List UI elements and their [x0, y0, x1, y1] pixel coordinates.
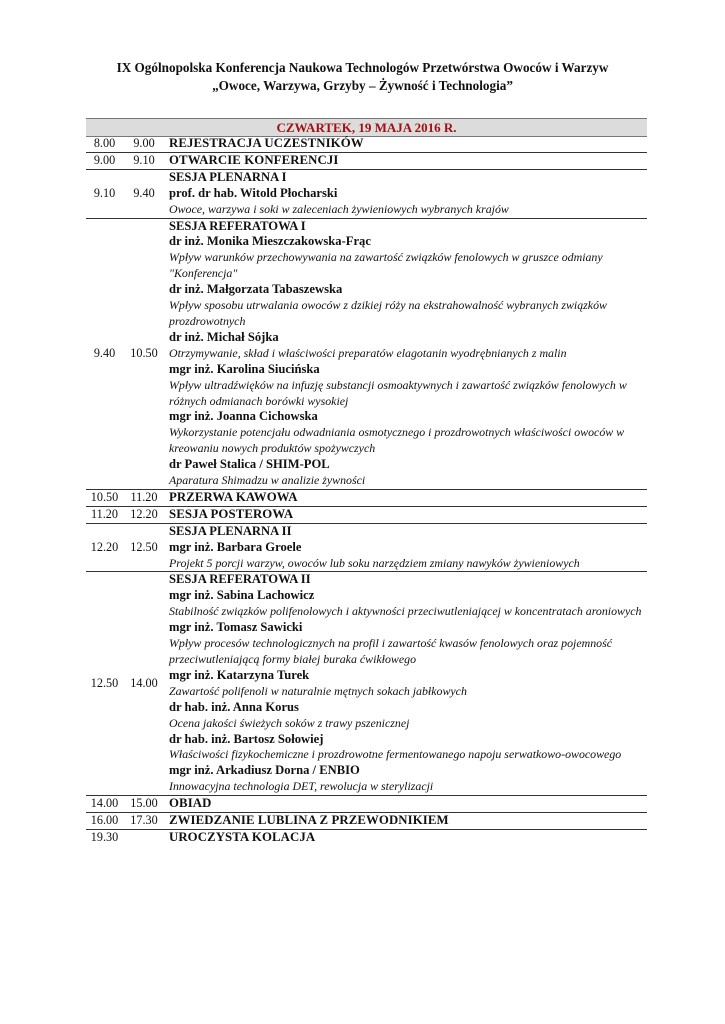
- session-title: REJESTRACJA UCZESTNIKÓW: [169, 136, 364, 150]
- talk-title: Innowacyjna technologia DET, rewolucja w sterylizacji: [169, 779, 434, 794]
- start-time: 19.30: [90, 829, 119, 844]
- end-time: [123, 829, 165, 845]
- start-time: 9.00: [93, 152, 116, 167]
- table-row: [86, 572, 647, 796]
- start-time: 9.40: [93, 345, 116, 360]
- session-title: ZWIEDZANIE LUBLINA Z PRZEWODNIKIEM: [169, 813, 449, 828]
- start-time: 8.00: [93, 136, 116, 150]
- end-time: 10.50: [130, 345, 158, 360]
- session-title: SESJA POSTEROWA: [169, 506, 294, 521]
- day-heading: CZWARTEK, 19 MAJA 2016 R.: [86, 118, 647, 137]
- speaker-name: dr inż. Małgorzata Tabaszewska: [169, 282, 343, 297]
- end-time: 9.40: [133, 185, 155, 200]
- table-row: [86, 169, 647, 218]
- talk-title: Otrzymywanie, skład i właściwości preparatów elagotanin wyodrębnianych z malin: [169, 345, 567, 360]
- table-row: [86, 218, 647, 489]
- session-title: UROCZYSTA KOLACJA: [169, 829, 316, 844]
- end-time: 12.20: [130, 506, 158, 521]
- table-row: [86, 152, 647, 169]
- speaker-name: mgr inż. Barbara Groele: [169, 539, 302, 554]
- talk-title: Owoce, warzywa i soki w zaleceniach żywieniowych wybranych krajów: [169, 201, 509, 216]
- session-title: SESJA PLENARNA II: [169, 523, 292, 538]
- talk-title: Zawartość polifenoli w naturalnie mętnych sokach jabłkowych: [169, 683, 467, 698]
- session-title: OBIAD: [169, 796, 212, 811]
- speaker-name: mgr inż. Joanna Cichowska: [169, 409, 318, 424]
- speaker-name: dr hab. inż. Bartosz Sołowiej: [169, 731, 324, 746]
- talk-title: Wpływ procesów technologicznych na profil i zawartość kwasów fenolowych oraz pojemność przeciwutleniającą formy białej buraka ćwikłowego: [169, 636, 612, 666]
- speaker-name: dr Paweł Stalica / SHIM-POL: [169, 457, 330, 472]
- schedule-table: [86, 136, 647, 846]
- speaker-name: mgr inż. Sabina Lachowicz: [169, 588, 315, 603]
- talk-title: Aparatura Shimadzu w analizie żywności: [169, 473, 366, 488]
- end-time: 14.00: [130, 675, 158, 690]
- session-title: SESJA PLENARNA I: [169, 169, 287, 184]
- table-row: [86, 829, 647, 845]
- session-title: SESJA REFERATOWA II: [169, 572, 311, 587]
- conference-subtitle: „Owoce, Warzywa, Grzyby – Żywność i Technologia”: [212, 78, 513, 93]
- start-time: 9.10: [93, 185, 116, 200]
- end-time: 17.30: [130, 813, 158, 828]
- talk-title: Wpływ ultradźwięków na infuzję substancji osmoaktywnych i zawartość związków fenolowych w różnych odmianach borówki wysokiej: [169, 377, 627, 408]
- start-time: 10.50: [90, 489, 119, 504]
- speaker-name: mgr inż. Tomasz Sawicki: [169, 620, 303, 635]
- start-time: 12.20: [90, 539, 119, 554]
- talk-title: Wykorzystanie potencjału odwadniania osmotycznego i prozdrowotnych właściwości owoców w kreowaniu nowych produktów spożywczych: [169, 425, 625, 456]
- start-time: 11.20: [91, 506, 118, 521]
- end-time: 12.50: [130, 539, 158, 554]
- table-row: [86, 796, 647, 813]
- start-time: 14.00: [90, 796, 119, 811]
- speaker-name: dr hab. inż. Anna Korus: [169, 699, 299, 714]
- speaker-name: mgr inż. Arkadiusz Dorna / ENBIO: [169, 763, 360, 778]
- speaker-name: dr inż. Michał Sójka: [169, 329, 279, 344]
- speaker-name: mgr inż. Katarzyna Turek: [169, 667, 310, 682]
- talk-title: Wpływ warunków przechowywania na zawartość związków fenolowych w gruszce odmiany "Konferencja": [169, 250, 603, 281]
- end-time: 9.00: [133, 136, 155, 150]
- table-row: [86, 813, 647, 830]
- talk-title: Projekt 5 porcji warzyw, owoców lub soku narzędziem zmiany nawyków żywieniowych: [169, 555, 580, 570]
- conference-title: IX Ogólnopolska Konferencja Naukowa Technologów Przetwórstwa Owoców i Warzyw: [116, 60, 609, 75]
- conference-header: [0, 59, 725, 95]
- table-row: [86, 506, 647, 523]
- talk-title: Właściwości fizykochemiczne i prozdrowotne fermentowanego napoju serwatkowo-owocowego: [169, 747, 622, 762]
- talk-title: Ocena jakości świeżych soków z trawy pszenicznej: [169, 715, 410, 730]
- end-time: 15.00: [130, 796, 158, 811]
- start-time: 12.50: [90, 675, 119, 690]
- session-title: PRZERWA KAWOWA: [169, 489, 298, 504]
- talk-title: Wpływ sposobu utrwalania owoców z dzikiej róży na ekstrahowalność wybranych związków prozdrowotnych: [169, 298, 607, 328]
- speaker-name: dr inż. Monika Mieszczakowska-Frąc: [169, 234, 371, 249]
- talk-title: Stabilność związków polifenolowych i aktywności przeciwutleniającej w koncentratach aroniowych: [169, 604, 642, 619]
- table-row: [86, 523, 647, 572]
- end-time: 11.20: [130, 489, 158, 504]
- table-row: [86, 136, 647, 152]
- speaker-name: mgr inż. Karolina Siucińska: [169, 361, 320, 376]
- speaker-name: prof. dr hab. Witold Płocharski: [169, 185, 338, 200]
- end-time: 9.10: [133, 152, 155, 167]
- session-title: OTWARCIE KONFERENCJI: [169, 152, 339, 167]
- start-time: 16.00: [90, 813, 119, 828]
- session-title: SESJA REFERATOWA I: [169, 218, 306, 233]
- table-row: [86, 489, 647, 506]
